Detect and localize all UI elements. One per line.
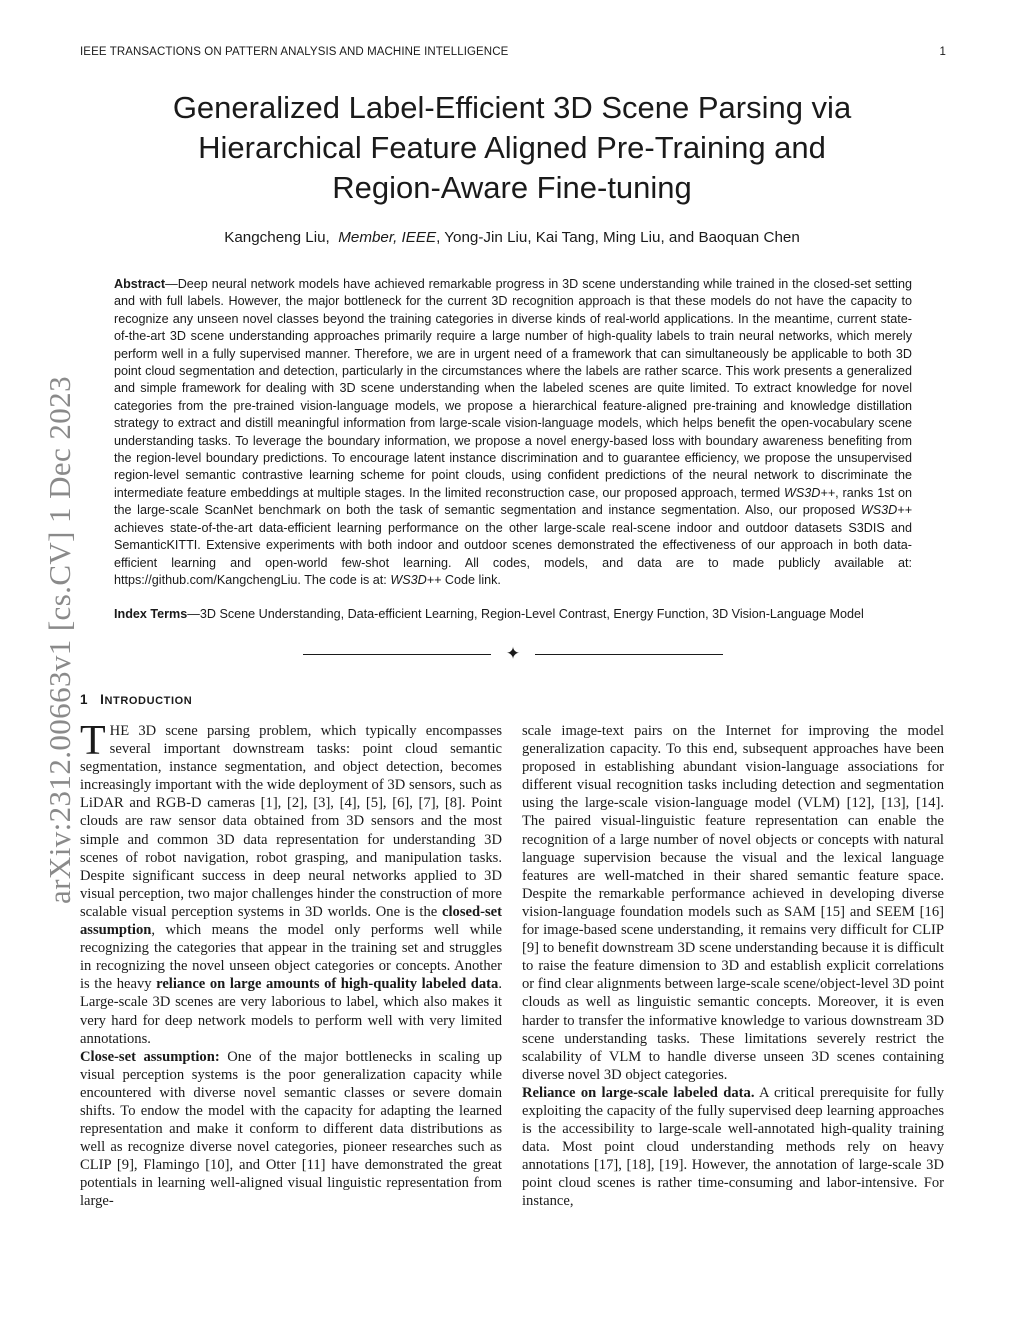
section-heading bbox=[80, 692, 192, 707]
title-line-1: Generalized Label-Efficient 3D Scene Parsing via bbox=[172, 90, 852, 125]
body-column-right bbox=[522, 722, 944, 1211]
abstract-text-3: achieves state-of-the-art data-efficient learning performance on the other large-scale real-scene indoor and outdoor datasets S3DIS and SemanticKITTI. Extensive experiments with both indoor and outdoor scenes demonstrated the effectiveness of our approach in both data-efficient learning and open-world few-shot learning. All codes, models, and data are to made publicly available at: https://github.com/KangchengLiu. The code is at: bbox=[114, 520, 912, 587]
divider-line-left bbox=[303, 654, 491, 655]
method-name: WS3D++ bbox=[784, 485, 836, 500]
abstract-label: Abstract bbox=[114, 277, 166, 291]
section-title-rest: NTRODUCTION bbox=[104, 695, 193, 707]
index-terms-label: Index Terms bbox=[114, 607, 188, 621]
paper-title bbox=[112, 88, 912, 208]
abstract-text-1: —Deep neural network models have achieved remarkable progress in 3D scene understanding while trained in the closed-set setting and with full labels. However, the major bottleneck for the current 3D recognition approach is that these models do not have the capacity to recognize any unseen novel classes beyond the training categories in diverse kinds of real-world applications. In the meantime, current state-of-the-art 3D scene understanding approaches primarily require a large number of high-quality labels to train neural networks, which merely perform well in a fully supervised manner. Therefore, we are in urgent need of a framework that can simultaneously be applicable to both 3D point cloud segmentation and detection, particularly in the circumstances where the labels are rather scarce. This work presents a generalized and simple framework for dealing with 3D scene understanding when the labeled scenes are quite limited. To extract knowledge for novel categories from the pre-trained vision-language models, we propose a hierarchical feature-aligned pre-training and knowledge distillation strategy to extract and distill meaningful information from large-scale vision-language models, which helps benefit the open-vocabulary scene understanding tasks. To leverage the boundary information, we propose a novel energy-based loss with boundary awareness benefiting from the region-level boundary predictions. To encourage latent instance discrimination and to guarantee efficiency, we propose the unsupervised region-level semantic contrastive learning scheme for point clouds, using confident predictions of the neural network to discriminate the intermediate feature embeddings at multiple stages. In the limited reconstruction case, our proposed approach, termed bbox=[114, 277, 912, 500]
index-terms-text: —3D Scene Understanding, Data-efficient Learning, Region-Level Contrast, Energy Function, 3D Vision-Language Model bbox=[187, 607, 864, 621]
running-header bbox=[80, 46, 946, 58]
divider-star-icon: ✦ bbox=[505, 644, 521, 664]
body-column-left bbox=[80, 718, 502, 1211]
body-text: 3D scene parsing problem, which typically encompasses several important downstream tasks: point cloud semantic segmentation, instance segmentation, and object detection, becomes increasingly important with the wide deployment of 3D sensors, such as LiDAR and RGB-D cameras [1], [2], [3], [4], [5], [6], [7], [8]. Point clouds are raw sensor data obtained from 3D sensors and the most simple and common 3D data representation for understanding 3D scenes of robot navigation, robot grasping, and manipulation tasks. Despite significant success in deep neural networks applied to 3D visual perception, two major challenges hinder the construction of more scalable visual perception systems in 3D worlds. One is the bbox=[80, 723, 502, 920]
body-text: . Large-scale 3D scenes are very laborious to label, which also makes it very hard for deep network models to perform well with very limited annotations. bbox=[80, 976, 502, 1047]
other-authors: , Yong-Jin Liu, Kai Tang, Ming Liu, and Baoquan Chen bbox=[436, 229, 800, 246]
index-terms bbox=[114, 606, 912, 623]
paragraph: scale image-text pairs on the Internet for improving the model generalization capacity. To this end, subsequent approaches have been proposed in establishing abundant vision-language associations for different visual recognition tasks including detection and segmentation using the large-scale vision-language model (VLM) [12], [13], [14]. The paired visual-linguistic feature representation can enable the recognition of a large number of novel objects or concepts with natural language supervision because the visual and the lexical language features are well-matched in their shared semantic feature space. Despite the remarkable performance achieved in developing diverse vision-language foundation models such as SAM [15] and SEEM [16] for image-based scene understanding, it remains very difficult for CLIP [9] to benefit downstream 3D scene understanding because it is difficult to raise the feature dimension to 3D and establish explicit correlations or find clear alignments between large-scale scene/object-level 3D point clouds as well as linguistic semantic concepts. Moreover, it is even harder to transfer the informative knowledge to various downstream 3D scene understanding tasks. These limitations severely restrict the scalability of VLM to handle diverse unseen 3D scenes containing diverse novel 3D object categories. bbox=[522, 723, 944, 1083]
paragraph-heading: Reliance on large-scale labeled data. bbox=[522, 1084, 755, 1101]
body-text: One of the major bottlenecks in scaling up visual perception systems is the poor generalization capacity while encountered with diverse novel semantic classes or severe domain shifts. To endow the model with the capacity for adapting the learned representation and make it conform to different data distributions as well as recognize diverse novel categories, pioneer researches such as CLIP [9], Flamingo [10], and Otter [11] have demonstrated the great potentials in learning well-aligned visual linguistic representation from large- bbox=[80, 1048, 502, 1210]
paragraph bbox=[522, 1084, 944, 1211]
journal-name: IEEE TRANSACTIONS ON PATTERN ANALYSIS AND MACHINE INTELLIGENCE bbox=[80, 46, 509, 58]
arxiv-stamp-text: arXiv:2312.00663v1 [cs.CV] 1 Dec 2023 bbox=[42, 376, 77, 904]
divider-line-right bbox=[535, 654, 723, 655]
lead-in: HE bbox=[109, 723, 130, 739]
page-number: 1 bbox=[939, 46, 946, 58]
section-number: 1 bbox=[80, 692, 89, 707]
title-line-2: Hierarchical Feature Aligned Pre-Training and bbox=[198, 130, 826, 165]
author-affiliation: Member, IEEE bbox=[338, 229, 437, 246]
section-initial: I bbox=[100, 692, 105, 707]
author-list bbox=[112, 229, 912, 246]
body-text: , which means the model only performs well while recognizing the categories that appear in the training set and struggles in recognizing the novel unseen object categories or concepts. Another is the heavy bbox=[80, 922, 502, 993]
emphasis: reliance on large amounts of high-quality labeled data bbox=[156, 976, 499, 993]
drop-cap: T bbox=[80, 718, 106, 764]
section-divider bbox=[303, 645, 723, 665]
title-line-3: Region-Aware Fine-tuning bbox=[332, 170, 692, 205]
paragraph-heading: Close-set assumption: bbox=[80, 1048, 220, 1065]
method-name: WS3D++ bbox=[860, 503, 912, 518]
abstract bbox=[114, 276, 912, 589]
abstract-text-2: , ranks 1st on the large-scale ScanNet benchmark on both the task of semantic segmentation and instance segmentation. Also, our proposed bbox=[114, 485, 912, 518]
body-text: A critical prerequisite for fully exploiting the capacity of the fully supervised deep learning approaches is the accessibility to large-scale well-annotated high-quality training data. Most point cloud understanding methods rely on heavy annotations [17], [18], [19]. However, the annotation of large-scale 3D point cloud scenes is rather time-consuming and labor-intensive. For instance, bbox=[522, 1084, 944, 1210]
abstract-text-4: Code link. bbox=[441, 572, 501, 587]
first-author: Kangcheng Liu, bbox=[224, 229, 330, 246]
paragraph bbox=[80, 1048, 502, 1211]
emphasis: closed-set assumption bbox=[80, 903, 502, 939]
paragraph bbox=[80, 718, 502, 1048]
method-name: WS3D++ bbox=[390, 572, 442, 587]
